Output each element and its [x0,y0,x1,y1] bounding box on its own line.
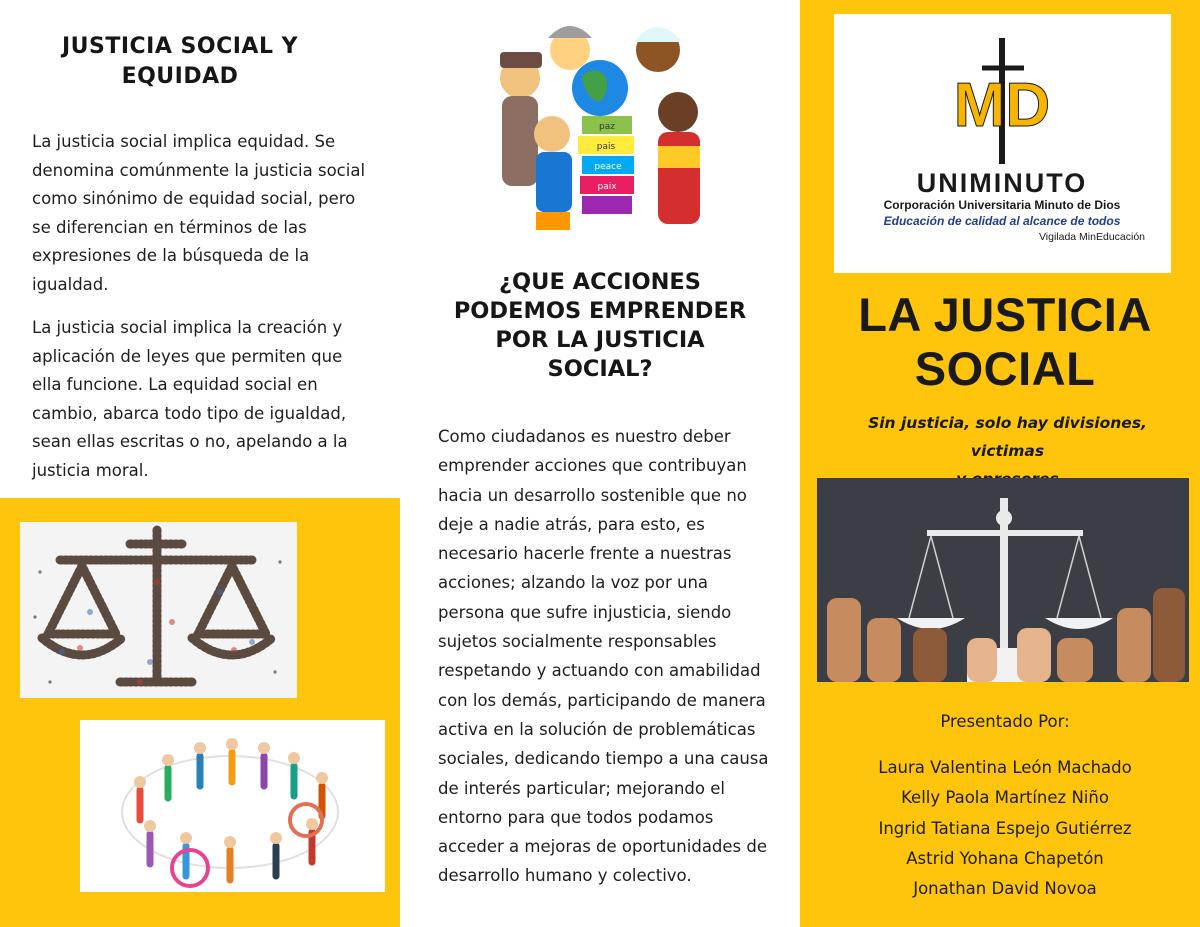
paragraph-leyes: La justicia social implica la creación y aplicación de leyes que permiten que ella funcione. La equidad social en cambio, abarca todo tipo de igualdad, sean ellas escritas o no, apelando a la justicia moral. [32,318,348,480]
logo-mark: MD [953,71,1051,140]
uniminuto-logo [834,14,1171,273]
children-globe-icon [482,16,720,246]
heading-justicia-equidad: JUSTICIA SOCIAL Y EQUIDAD [61,34,299,89]
authors-list [800,753,1200,904]
people-circle-image [80,720,385,892]
author-name: Kelly Paola Martínez Niño [901,788,1109,808]
logo-line1: Corporación Universitaria Minuto de Dios [883,198,1121,212]
heading-acciones: ¿QUE ACCIONES PODEMOS EMPRENDER POR LA JUSTICIA SOCIAL? [453,269,747,382]
author-name: Astrid Yohana Chapetón [906,848,1104,868]
crowd-scales-image [20,522,297,698]
uniminuto-logo-icon [834,14,1171,273]
author-name: Ingrid Tatiana Espejo Gutiérrez [878,818,1132,838]
panel-left [0,0,400,927]
presented-by-label: Presentado Por: [940,712,1070,731]
main-title [820,288,1190,396]
logo-line3: Vigilada MinEducación [1038,231,1146,243]
author-name: Jonathan David Novoa [913,879,1097,899]
logo-line2: Educación de calidad al alcance de todos [883,214,1121,228]
crowd-scales-icon [20,522,297,698]
book-word: paix [597,182,617,192]
subtitle-line-1: Sin justicia, solo hay divisiones, victimas [868,414,1147,460]
book-word: pais [596,142,616,152]
book-word: peace [594,162,622,172]
panel-middle [400,0,800,927]
author-name: Laura Valentina León Machado [878,758,1132,777]
scales-fists-image [817,478,1189,682]
book-word: paz [599,122,615,132]
paragraph-equidad: La justicia social implica equidad. Se denomina comúnmente la justicia social como sinónimo de equidad social, pero se diferencian en términos de las expresiones de la búsqueda de la igualdad. [32,132,366,294]
title-line-2: SOCIAL [914,342,1096,395]
people-circle-icon [80,720,385,892]
panel-right [800,0,1200,927]
logo-name: UNIMINUTO [916,168,1088,198]
title-line-1: LA JUSTICIA [858,288,1152,341]
scales-fists-icon [817,478,1189,682]
body-acciones: Como ciudadanos es nuestro deber emprender acciones que contribuyan hacia un desarrollo sostenible que no deje a nadie atrás, para esto, es necesario hacerle frente a nuestras acciones; alzando la voz por una persona que sufre injusticia, siendo sujetos socialmente responsables respetando y actuando con amabilidad con los demás, participando de manera activa en la solución de problemáticas sociales, dedicando tiempo a una causa de interés particular; mejorando el entorno para que todos podamos acceder a mejoras de oportunidades de desarrollo humano y colectivo. [438,427,769,886]
children-globe-image [482,16,720,246]
